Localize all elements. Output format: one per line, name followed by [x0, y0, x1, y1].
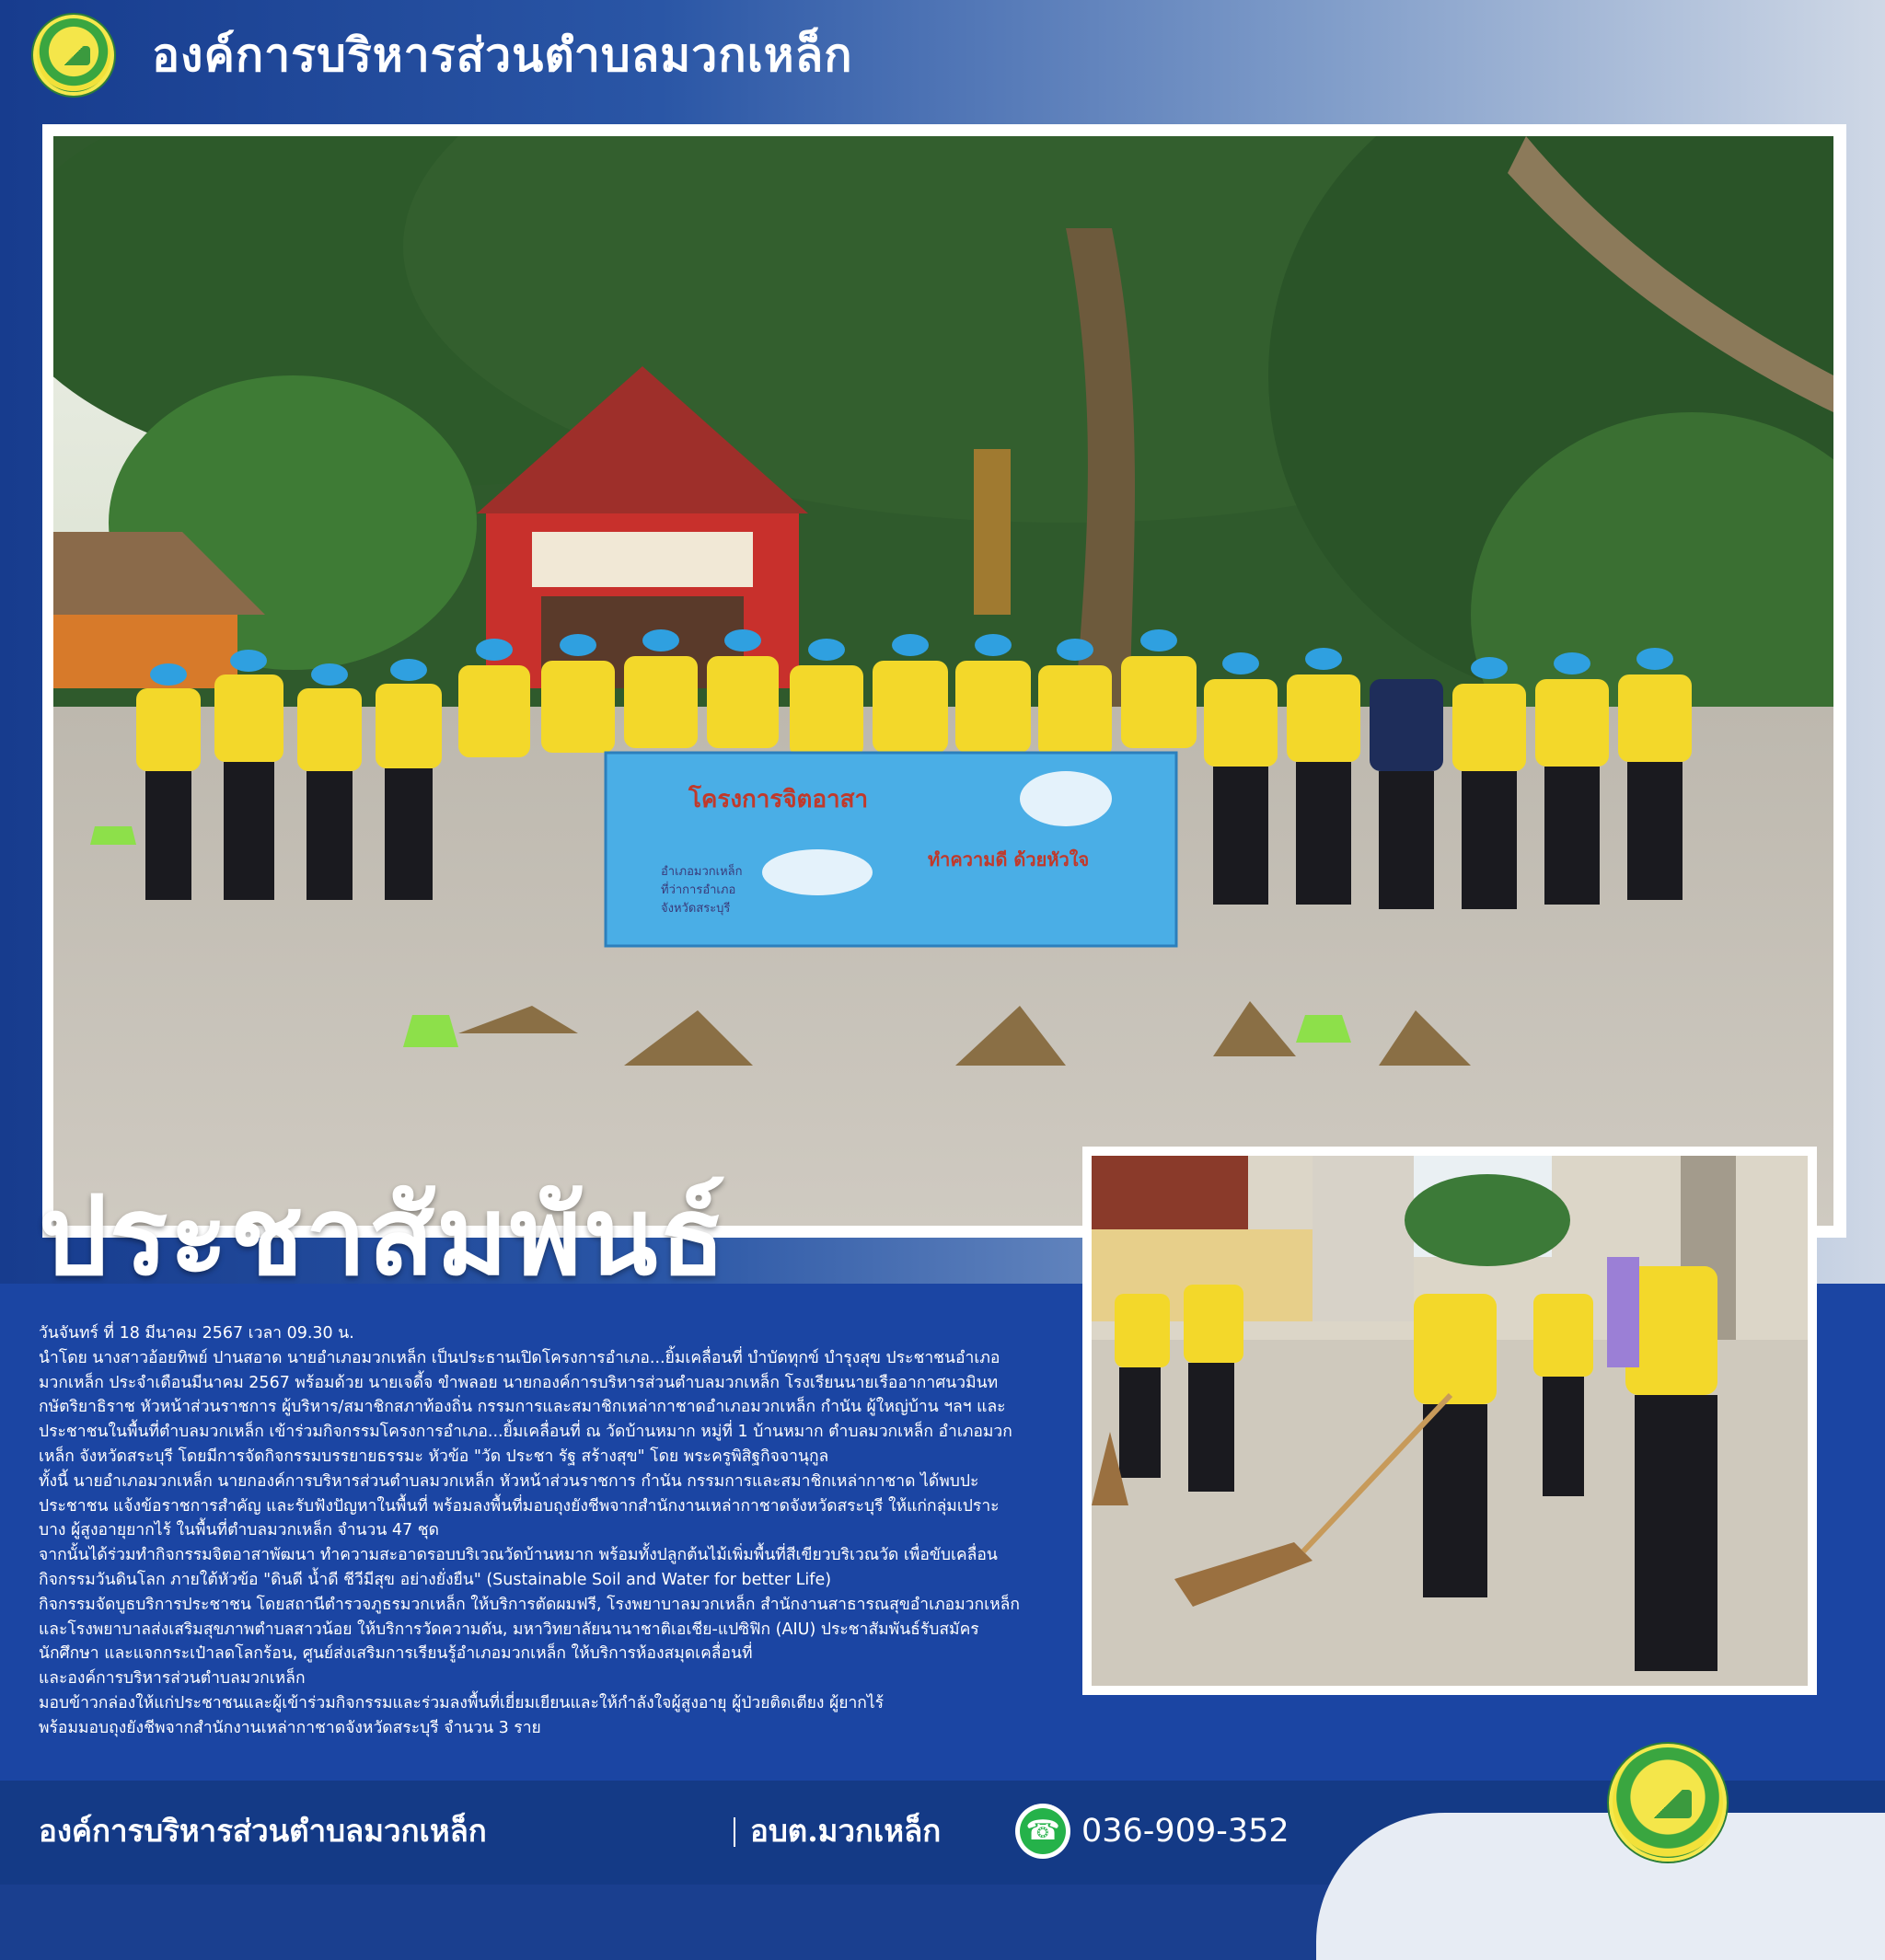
footer-phone-number[interactable]: 036-909-352: [1081, 1813, 1289, 1850]
banner-title: โครงการจิตอาสา: [688, 786, 869, 813]
main-photo-illustration: [53, 136, 1833, 1226]
phone-icon[interactable]: ☎: [1015, 1804, 1070, 1859]
body-line: กษัตริยาธิราช หัวหน้าส่วนราชการ ผู้บริหาร/สมาชิกสภาท้องถิ่น กรรมการและสมาชิกเหล่ากาชาดอำเภอมวกเหล็ก กำนัน ผู้ใหญ่บ้าน ฯลฯ และ: [39, 1398, 1006, 1417]
banner-text: [624, 771, 1158, 937]
body-line: ประชาชนในพื้นที่ตำบลมวกเหล็ก เข้าร่วมกิจกรรมโครงการอำเภอ...ยิ้มเคลื่อนที่ ณ วัดบ้านหมาก หมู่ที่ 1 บ้านหมาก ตำบลมวกเหล็ก อำเภอมวก: [39, 1423, 1012, 1442]
body-line: วันจันทร์ ที่ 18 มีนาคม 2567 เวลา 09.30 น.: [39, 1324, 354, 1343]
footer-short-name[interactable]: อบต.มวกเหล็ก: [750, 1813, 942, 1849]
banner-line-2: อำเภอมวกเหล็ก: [661, 865, 743, 879]
body-line: ประชาชน แจ้งข้อราชการสำคัญ และรับฟังปัญหาในพื้นที่ พร้อมลงพื้นที่มอบถุงยังชีพจากสำนักงานเหล่ากาชาดจังหวัดสระบุรี ให้แก่กลุ่มเปราะ: [39, 1496, 1000, 1516]
inset-photo-illustration: [1092, 1156, 1808, 1686]
body-line: เหล็ก จังหวัดสระบุรี โดยมีการจัดกิจกรรมบรรยายธรรมะ หัวข้อ "วัด ประชา รัฐ สร้างสุข" โดย พระครูพิสิฐกิจจานุกูล: [39, 1447, 829, 1466]
footer-org-logo: [1609, 1744, 1727, 1862]
inset-photo: [1092, 1156, 1808, 1686]
footer-org-name: องค์การบริหารส่วนตำบลมวกเหล็ก: [39, 1813, 487, 1849]
body-line: กิจกรรมจัดบูธบริการประชาชน โดยสถานีตำรวจภูธรมวกเหล็ก ให้บริการตัดผมฟรี, โรงพยาบาลมวกเหล็ก สำนักงานสาธารณสุขอำเภอมวกเหล็ก: [39, 1595, 1020, 1614]
body-line: กิจกรรมวันดินโลก ภายใต้หัวข้อ "ดินดี น้ำดี ชีวีมีสุข อย่างยั่งยืน" (Sustainable Soil and Water for better Life): [39, 1570, 832, 1589]
main-photo: [53, 136, 1833, 1226]
banner-line-3: ที่ว่าการอำเภอ: [661, 883, 736, 897]
body-line: มอบข้าวกล่องให้แก่ประชาชนและผู้เข้าร่วมกิจกรรมและร่วมลงพื้นที่เยี่ยมเยียนและให้กำลังใจผู้สูงอายุ ผู้ป่วยติดเตียง ผู้ยากไร้: [39, 1693, 885, 1712]
body-line: ทั้งนี้ นายอำเภอมวกเหล็ก นายกองค์การบริหารส่วนตำบลมวกเหล็ก หัวหน้าส่วนราชการ กำนัน กรรมการและสมาชิกเหล่ากาชาด ได้พบปะ: [39, 1471, 979, 1491]
main-title: ประชาสัมพันธ์: [39, 1171, 728, 1299]
footer-divider: [734, 1817, 735, 1847]
body-line: พร้อมมอบถุงยังชีพจากสำนักงานเหล่ากาชาดจังหวัดสระบุรี จำนวน 3 ราย: [39, 1718, 541, 1737]
banner-line-4: จังหวัดสระบุรี: [661, 902, 731, 916]
body-line: จากนั้นได้ร่วมทำกิจกรรมจิตอาสาพัฒนา ทำความสะอาดรอบบริเวณวัดบ้านหมาก พร้อมทั้งปลูกต้นไม้เพิ่มพื้นที่สีเขียวบริเวณวัด เพื่อขับเคลื่อน: [39, 1546, 998, 1565]
footer-decoration: [1316, 1813, 1885, 1960]
body-line: นักศึกษา และแจกกระเป๋าลดโลกร้อน, ศูนย์ส่งเสริมการเรียนรู้อำเภอมวกเหล็ก ให้บริการห้องสมุดเคลื่อนที่: [39, 1644, 753, 1664]
body-line: บาง ผู้สูงอายุยากไร้ ในพื้นที่ตำบลมวกเหล็ก จำนวน 47 ชุด: [39, 1521, 439, 1540]
body-line: และองค์การบริหารส่วนตำบลมวกเหล็ก: [39, 1669, 306, 1689]
article-body: [39, 1321, 1060, 1741]
body-line: นำโดย นางสาวอ้อยทิพย์ ปานสอาด นายอำเภอมวกเหล็ก เป็นประธานเปิดโครงการอำเภอ...ยิ้มเคลื่อนที่ บำบัดทุกข์ บำรุงสุข ประชาชนอำเภอ: [39, 1348, 1000, 1367]
header-title: องค์การบริหารส่วนตำบลมวกเหล็ก: [152, 28, 853, 82]
banner-line-1: ทำความดี ด้วยหัวใจ: [928, 848, 1090, 870]
body-line: และโรงพยาบาลส่งเสริมสุขภาพตำบลสาวน้อย ให้บริการวัดความดัน, มหาวิทยาลัยนานาชาติเอเชีย-แปซิฟิก (AIU) ประชาสัมพันธ์รับสมัคร: [39, 1620, 979, 1639]
org-logo: [33, 15, 114, 96]
body-line: มวกเหล็ก ประจำเดือนมีนาคม 2567 พร้อมด้วย นายเจดี้จ ขำพลอย นายกองค์การบริหารส่วนตำบลมวกเหล็ก โรงเรียนนายเรืออากาศนวมินท: [39, 1373, 999, 1392]
